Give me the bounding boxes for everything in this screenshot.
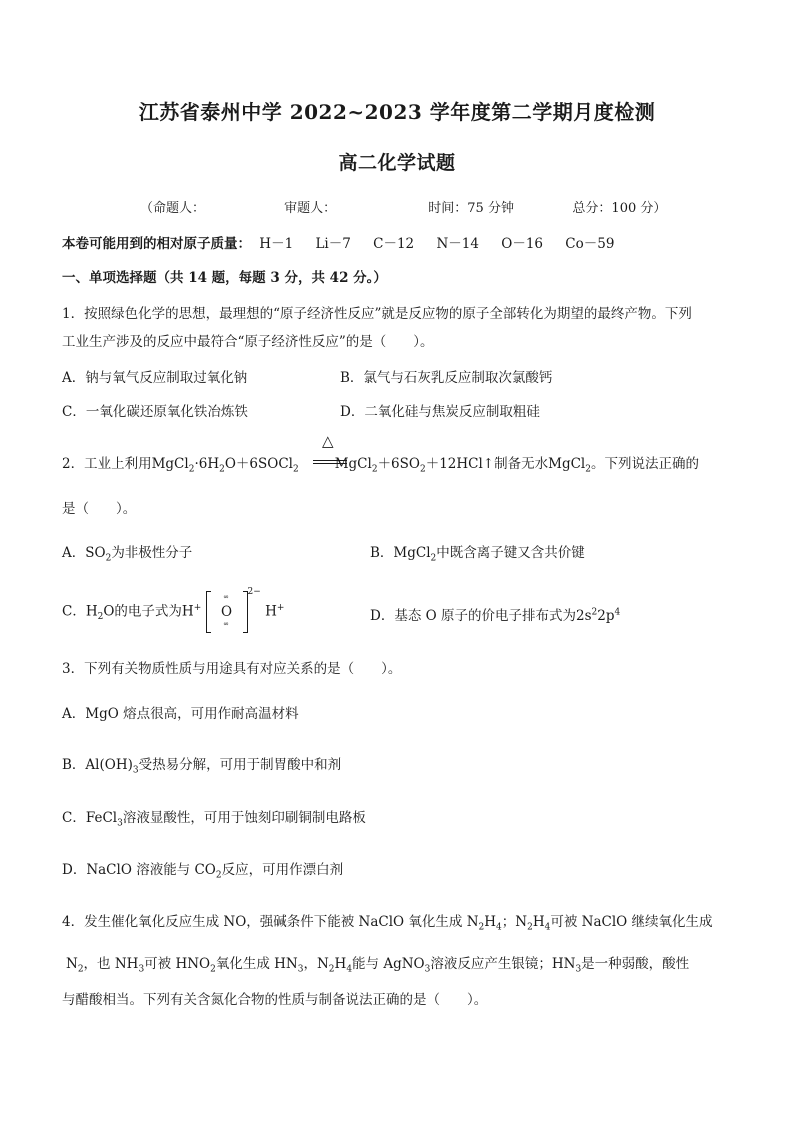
q2-formula: ＋6SO — [377, 456, 420, 472]
q4-text: ，也 NH — [83, 956, 139, 972]
opt-text: 受热易分解，可用于制胃酸中和剂 — [138, 757, 342, 773]
exam-info — [140, 197, 666, 216]
q1-stem-line1: 1．按照绿色化学的思想，最理想的“原子经济性反应”就是反应物的原子全部转化为期望的最终产物。下列 — [62, 306, 692, 322]
q4-text: 是一种弱酸，酸性 — [581, 956, 690, 972]
opt-text: 2s — [575, 608, 592, 624]
q2-stem-line1 — [62, 452, 699, 475]
opt-text: D．NaClO 溶液能与 CO — [62, 862, 216, 878]
subscript: 2 — [215, 870, 222, 881]
electron-formula-h: H — [181, 603, 194, 620]
q4-text: H — [334, 956, 347, 972]
opt-text: C．H — [62, 603, 98, 620]
subscript: 3 — [424, 964, 431, 975]
subscript: 2 — [105, 553, 112, 564]
atomic-mass-line — [62, 232, 632, 252]
q2-formula: O＋6SOCl — [224, 456, 293, 472]
heat-delta-symbol: △ — [322, 432, 334, 450]
q2-option-c — [62, 587, 285, 632]
subscript: 4 — [346, 964, 353, 975]
atomic-mass-label: 本卷可能用到的相对原子质量： — [62, 236, 251, 252]
q4-stem-line1 — [62, 910, 713, 933]
q2-prefix: 2．工业上利用 — [62, 456, 152, 472]
subscript: 2 — [188, 464, 195, 475]
subscript: 2 — [292, 464, 299, 475]
q3-option-b — [62, 753, 342, 776]
q4-text: ；N — [501, 914, 528, 930]
electron-pair: ∞ — [223, 593, 230, 601]
superscript: 4 — [614, 607, 621, 618]
q1-option-b: B．氯气与石灰乳反应制取次氯酸钙 — [340, 370, 553, 386]
subscript: 2 — [419, 464, 426, 475]
subscript: 3 — [138, 964, 145, 975]
q2-formula: ·6H — [194, 456, 220, 472]
subscript: 2 — [371, 464, 378, 475]
opt-text: 中既含离子键又含共价键 — [436, 545, 585, 561]
oxygen-symbol: O — [221, 604, 233, 620]
q2-text: 制备无水 — [494, 456, 549, 472]
opt-text: C．FeCl — [62, 810, 118, 826]
q2-option-b — [370, 541, 585, 564]
q4-stem-line3: 与醋酸相当。下列有关含氮化合物的性质与制备说法正确的是（ ）。 — [62, 992, 488, 1008]
opt-text: 2p — [597, 608, 615, 624]
subscript: 3 — [132, 765, 139, 776]
time-label: 时间：75 分钟 — [428, 201, 514, 216]
q4-text: H — [484, 914, 497, 930]
q4-stem-line2 — [66, 952, 690, 975]
subscript: 3 — [117, 818, 123, 829]
q2-formula: MgCl — [151, 456, 189, 472]
subscript: 2 — [585, 464, 591, 475]
subscript: 4 — [496, 922, 502, 933]
subscript: 2 — [478, 922, 485, 933]
q4-text: ，N — [303, 956, 329, 972]
subscript: 3 — [297, 964, 304, 975]
electron-dot-bracket — [206, 592, 248, 632]
subscript: 3 — [575, 964, 582, 975]
charge-superscript: + — [276, 603, 285, 613]
q2-text: 。下列说法正确的 — [590, 456, 699, 472]
opt-text: B．Al(OH) — [62, 757, 133, 773]
mass-item: H－1 — [259, 236, 294, 252]
q1-stem-line2: 工业生产涉及的反应中最符合“原子经济性反应”的是（ ）。 — [62, 334, 434, 350]
q2-formula: MgCl — [548, 456, 586, 472]
exam-subtitle: 高二化学试题 — [338, 152, 456, 174]
q4-text: 氧化生成 HN — [215, 956, 298, 972]
superscript: 2 — [591, 607, 598, 618]
q4-text: 可被 NaClO 继续氧化生成 — [550, 914, 713, 930]
mass-item: Co－59 — [565, 236, 615, 252]
q4-text: 溶液反应产生银镜；HN — [430, 956, 576, 972]
q2-formula: MgCl — [334, 456, 372, 472]
q4-text: N — [66, 956, 78, 972]
opt-text: 反应，可用作漂白剂 — [221, 862, 344, 878]
score-label: 总分：100 分） — [572, 201, 667, 216]
q3-option-a: A．MgO 熔点很高，可用作耐高温材料 — [62, 706, 299, 722]
subscript: 2 — [97, 612, 104, 623]
q4-text: 可被 HNO — [144, 956, 211, 972]
electron-pair: ∞ — [223, 620, 230, 628]
q3-option-c — [62, 806, 366, 829]
subscript: 2 — [77, 964, 84, 975]
subscript: 2 — [210, 964, 216, 975]
q2-formula: ＋12HCl↑ — [425, 456, 495, 472]
q2-stem-line2: 是（ ）。 — [62, 501, 137, 517]
q2-option-d — [370, 604, 620, 624]
subscript: 2 — [219, 464, 225, 475]
subscript: 2 — [328, 964, 335, 975]
opt-text: 为非极性分子 — [111, 545, 193, 561]
q2-option-a — [62, 541, 193, 564]
reviewer-label: 审题人： — [284, 201, 337, 216]
mass-item: O－16 — [501, 236, 543, 252]
subscript: 2 — [527, 922, 533, 933]
opt-text: 溶液显酸性，可用于蚀刻印刷铜制电路板 — [122, 810, 366, 826]
electron-formula-h: H — [265, 603, 277, 620]
q4-text: 能与 AgNO — [352, 956, 425, 972]
opt-text: B．MgCl — [370, 545, 431, 561]
author-label: （命题人： — [140, 201, 206, 216]
opt-text: O的电子式为 — [103, 603, 182, 620]
q1-option-d: D．二氧化硅与焦炭反应制取粗硅 — [340, 404, 540, 420]
q1-option-c: C．一氧化碳还原氧化铁冶炼铁 — [62, 404, 248, 420]
mass-item: N－14 — [436, 236, 479, 252]
subscript: 2 — [430, 553, 437, 564]
q3-stem: 3．下列有关物质性质与用途具有对应关系的是（ ）。 — [62, 661, 402, 677]
q4-text: 4．发生催化氧化反应生成 NO，强碱条件下能被 NaClO 氧化生成 N — [62, 914, 479, 930]
exam-title: 江苏省泰州中学 2022~2023 学年度第二学期月度检测 — [138, 100, 656, 124]
mass-item: C－12 — [373, 236, 415, 252]
mass-item: Li－7 — [315, 236, 351, 252]
opt-text: D．基态 O 原子的价电子排布式为 — [370, 608, 576, 624]
section-heading: 一、单项选择题（共 14 题，每题 3 分，共 42 分。） — [62, 270, 387, 286]
q3-option-d — [62, 858, 344, 881]
q4-text: H — [532, 914, 545, 930]
charge-superscript: 2− — [247, 587, 261, 597]
charge-superscript: + — [193, 603, 202, 613]
subscript: 4 — [544, 922, 551, 933]
q1-option-a: A．钠与氧气反应制取过氧化钠 — [62, 370, 248, 386]
opt-text: A．SO — [62, 545, 106, 561]
